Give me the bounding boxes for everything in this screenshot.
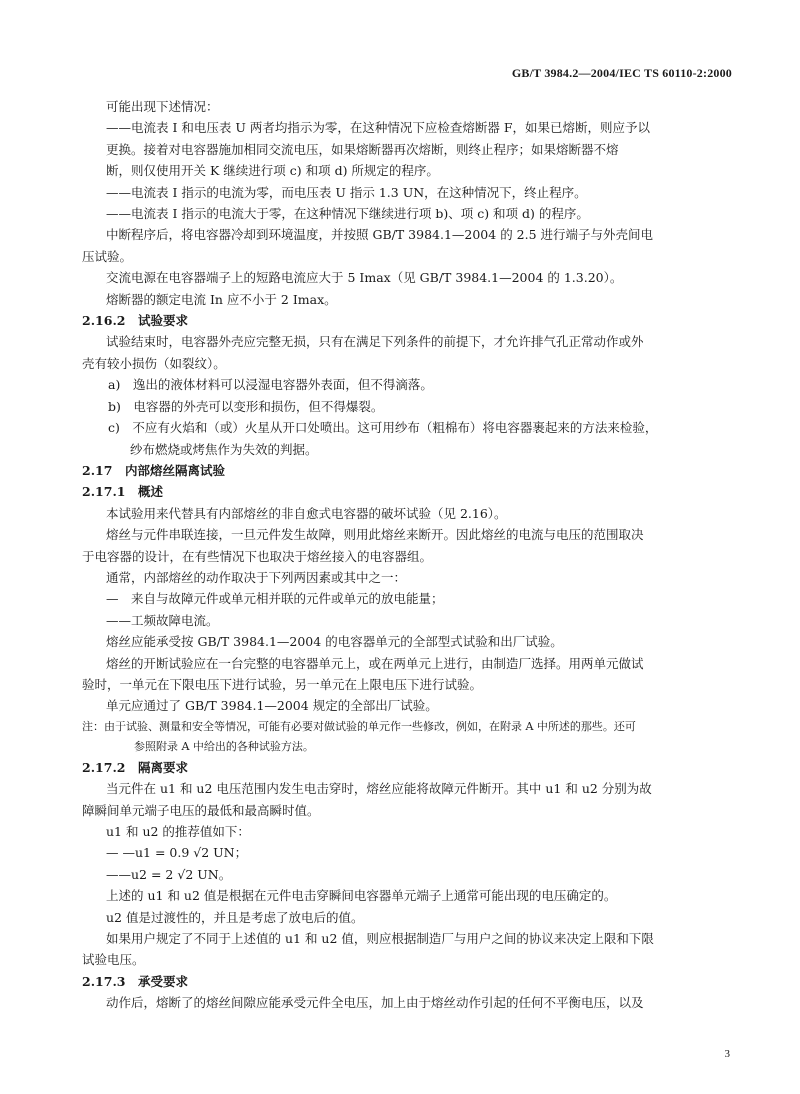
text-line: 参照附录 A 中给出的各种试验方法。 xyxy=(134,739,314,753)
text-line: c) 不应有火焰和（或）火星从开口处喷出。这可用纱布（粗棉布）将电容器裹起来的方法来检验， xyxy=(108,420,658,436)
text-line: 试验电压。 xyxy=(82,952,145,968)
text-line: b) 电容器的外壳可以变形和损伤，但不得爆裂。 xyxy=(108,398,384,414)
text-line: 交流电源在电容器端子上的短路电流应大于 5 Imax（见 GB/T 3984.1—2004 的 1.3.20）。 xyxy=(106,270,623,286)
text-line: ——电流表 I 和电压表 U 两者均指示为零，在这种情况下应检查熔断器 F，如果已熔断，则应予以 xyxy=(106,120,651,136)
text-line: 验时，一单元在下限电压下进行试验，另一单元在上限电压下进行试验。 xyxy=(82,676,483,692)
text-line: 单元应通过了 GB/T 3984.1—2004 规定的全部出厂试验。 xyxy=(106,698,438,714)
text-line: 压试验。 xyxy=(82,248,133,264)
text-line: 熔断器的额定电流 In 应不小于 2 Imax。 xyxy=(106,291,337,307)
text-line: — —u1 = 0.9 √2 UN； xyxy=(106,845,248,861)
text-line: 通常，内部熔丝的动作取决于下列两因素或其中之一： xyxy=(106,569,407,585)
text-line: 可能出现下述情况： xyxy=(106,99,219,114)
text-line: a) 逸出的液体材料可以浸湿电容器外表面，但不得滴落。 xyxy=(108,377,433,393)
section-heading: 2.16.2 试验要求 xyxy=(82,313,188,329)
text-line: 当元件在 u1 和 u2 电压范围内发生电击穿时，熔丝应能将故障元件断开。其中 u1 和 u2 分别为故 xyxy=(106,781,652,797)
text-line: 如果用户规定了不同于上述值的 u1 和 u2 值，则应根据制造厂与用户之间的协议来决定上限和下限 xyxy=(106,931,654,947)
section-heading: 2.17.1 概述 xyxy=(82,484,163,500)
text-line: 中断程序后，将电容器冷却到环境温度，并按照 GB/T 3984.1—2004 的 2.5 进行端子与外壳间电 xyxy=(106,227,654,243)
text-line: 壳有较小损伤（如裂纹）。 xyxy=(82,355,226,371)
text-line: 熔丝与元件串联连接，一旦元件发生故障，则用此熔丝来断开。因此熔丝的电流与电压的范围取决 xyxy=(106,527,644,543)
text-line: 上述的 u1 和 u2 值是根据在元件电击穿瞬间电容器单元端子上通常可能出现的电压确定的。 xyxy=(106,888,617,904)
text-line: 障瞬间单元端子电压的最低和最高瞬时值。 xyxy=(82,802,320,818)
text-line: 更换。接着对电容器施加相同交流电压，如果熔断器再次熔断，则终止程序；如果熔断器不熔 xyxy=(106,141,619,157)
text-line: 熔丝应能承受按 GB/T 3984.1—2004 的电容器单元的全部型式试验和出厂试验。 xyxy=(106,634,563,650)
text-line: 于电容器的设计，在有些情况下也取决于熔丝接入的电容器组。 xyxy=(82,548,433,564)
text-line: ——电流表 I 指示的电流大于零，在这种情况下继续进行项 b)、项 c) 和项 d) 的程序。 xyxy=(106,206,589,222)
text-line: 熔丝的开断试验应在一台完整的电容器单元上，或在两单元上进行，由制造厂选择。用两单元做试 xyxy=(106,655,644,671)
section-heading: 2.17 内部熔丝隔离试验 xyxy=(82,462,225,478)
text-line: 动作后，熔断了的熔丝间隙应能承受元件全电压，加上由于熔丝动作引起的任何不平衡电压，以及 xyxy=(106,995,644,1011)
text-line: ——u2 = 2 √2 UN。 xyxy=(106,866,232,882)
text-line: 断，则仅使用开关 K 继续进行项 c) 和项 d) 所规定的程序。 xyxy=(106,163,439,179)
text-line: — 来自与故障元件或单元相并联的元件或单元的放电能量； xyxy=(106,591,444,607)
text-line: 纱布燃烧或烤焦作为失效的判据。 xyxy=(130,441,318,457)
text-line: 试验结束时，电容器外壳应完整无损，只有在满足下列条件的前提下，才允许排气孔正常动作或外 xyxy=(106,334,644,350)
text-line: 注：由于试验、测量和安全等情况，可能有必要对做试验的单元作一些修改，例如，在附录 A 中所述的那些。还可 xyxy=(82,719,636,733)
section-heading: 2.17.3 承受要求 xyxy=(82,973,188,989)
text-line: 本试验用来代替具有内部熔丝的非自愈式电容器的破坏试验（见 2.16）。 xyxy=(106,505,507,521)
text-line: ——工频故障电流。 xyxy=(106,612,219,628)
text-line: u2 值是过渡性的，并且是考虑了放电后的值。 xyxy=(106,909,364,925)
document-body xyxy=(82,96,734,1014)
standard-header: GB/T 3984.2—2004/IEC TS 60110-2:2000 xyxy=(511,66,732,80)
text-line: u1 和 u2 的推荐值如下： xyxy=(106,824,250,839)
text-line: ——电流表 I 指示的电流为零，而电压表 U 指示 1.3 UN，在这种情况下，终止程序。 xyxy=(106,184,587,200)
page-number: 3 xyxy=(724,1048,730,1060)
section-heading: 2.17.2 隔离要求 xyxy=(82,759,188,775)
